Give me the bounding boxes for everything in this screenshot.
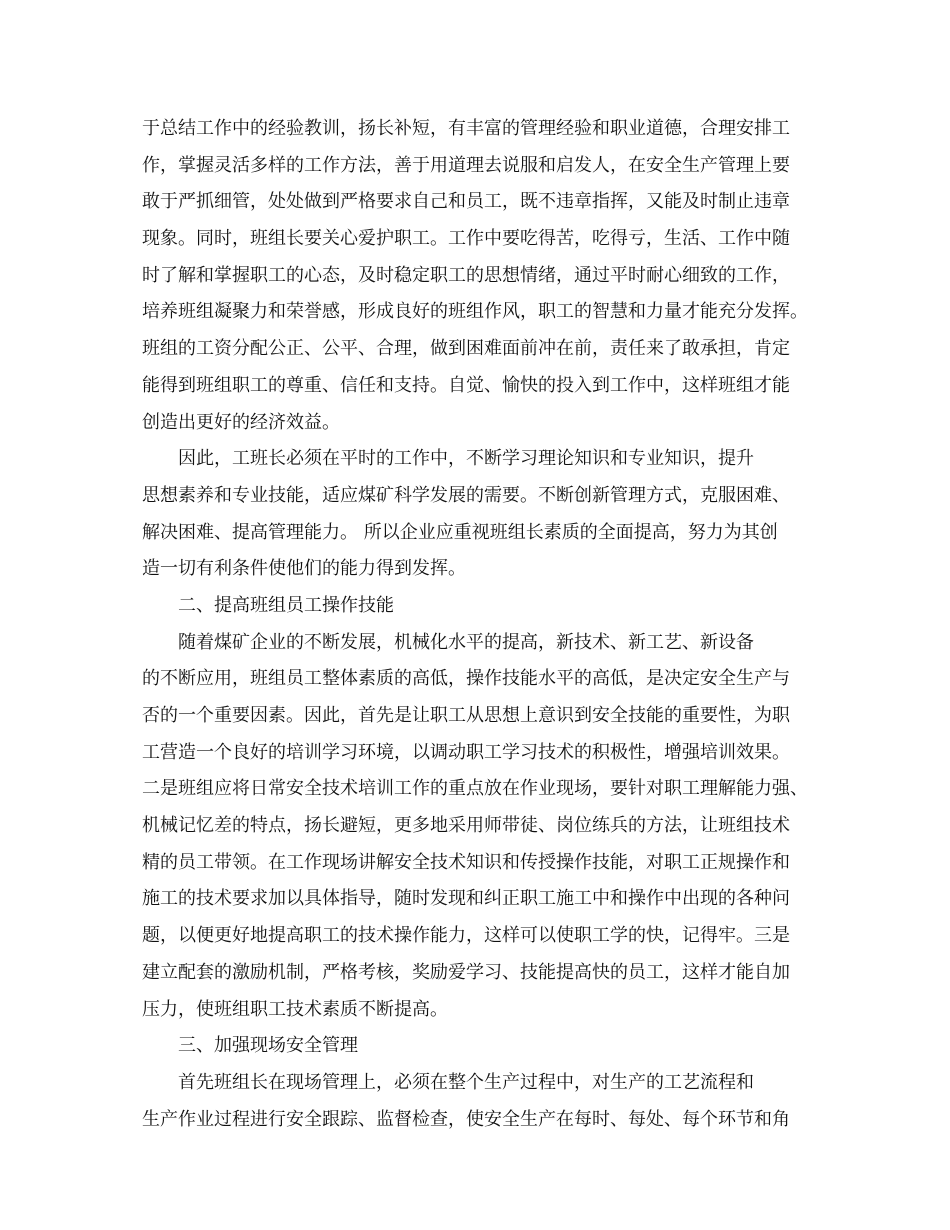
- text-line: 现象。同时，班组长要关心爱护职工。工作中要吃得苦，吃得亏，生活、工作中随: [142, 228, 790, 250]
- text-line: 造一切有利条件使他们的能力得到发挥。: [142, 558, 466, 580]
- text-line: 三、加强现场安全管理: [178, 1035, 358, 1057]
- text-line: 机械记忆差的特点，扬长避短，更多地采用师带徒、岗位练兵的方法，让班组技术: [142, 815, 790, 837]
- text-line: 作，掌握灵活多样的工作方法，善于用道理去说服和启发人，在安全生产管理上要: [142, 154, 790, 176]
- text-line: 工营造一个良好的培训学习环境，以调动职工学习技术的积极性，增强培训效果。: [142, 741, 790, 763]
- text-line: 的不断应用，班组员工整体素质的高低，操作技能水平的高低，是决定安全生产与: [142, 668, 790, 690]
- text-line: 能得到班组职工的尊重、信任和支持。自觉、愉快的投入到工作中，这样班组才能: [142, 374, 790, 396]
- text-line: 解决困难、提高管理能力。 所以企业应重视班组长素质的全面提高，努力为其创: [142, 521, 778, 543]
- text-line: 压力，使班组职工技术素质不断提高。: [142, 998, 448, 1020]
- text-line: 培养班组凝聚力和荣誉感，形成良好的班组作风，职工的智慧和力量才能充分发挥。: [142, 301, 808, 323]
- text-line: 时了解和掌握职工的心态，及时稳定职工的思想情绪，通过平时耐心细致的工作，: [142, 264, 790, 286]
- text-line: 施工的技术要求加以具体指导，随时发现和纠正职工施工中和操作中出现的各种问: [142, 888, 790, 910]
- text-line: 因此，工班长必须在平时的工作中，不断学习理论知识和专业知识，提升: [178, 448, 754, 470]
- text-line: 首先班组长在现场管理上，必须在整个生产过程中，对生产的工艺流程和: [178, 1071, 754, 1093]
- text-line: 创造出更好的经济效益。: [142, 411, 340, 433]
- text-line: 随着煤矿企业的不断发展，机械化水平的提高，新技术、新工艺、新设备: [178, 631, 754, 653]
- text-line: 题，以便更好地提高职工的技术操作能力，这样可以使职工学的快，记得牢。三是: [142, 925, 790, 947]
- text-line: 思想素养和专业技能，适应煤矿科学发展的需要。不断创新管理方式，克服困难、: [142, 484, 790, 506]
- text-line: 建立配套的激励机制，严格考核，奖励爱学习、技能提高快的员工，这样才能自加: [142, 961, 790, 983]
- text-line: 敢于严抓细管，处处做到严格要求自己和员工，既不违章指挥，又能及时制止违章: [142, 191, 790, 213]
- text-line: 二是班组应将日常安全技术培训工作的重点放在作业现场，要针对职工理解能力强、: [142, 778, 808, 800]
- document-body: [142, 111, 822, 1138]
- text-line: 精的员工带领。在工作现场讲解安全技术知识和传授操作技能，对职工正规操作和: [142, 851, 790, 873]
- text-line: 班组的工资分配公正、公平、合理，做到困难面前冲在前，责任来了敢承担，肯定: [142, 338, 790, 360]
- text-line: 否的一个重要因素。因此，首先是让职工从思想上意识到安全技能的重要性，为职: [142, 705, 790, 726]
- text-line: 二、提高班组员工操作技能: [178, 594, 394, 616]
- text-line: 生产作业过程进行安全跟踪、监督检查，使安全生产在每时、每处、每个环节和角: [142, 1108, 790, 1130]
- text-line: 于总结工作中的经验教训，扬长补短，有丰富的管理经验和职业道德，合理安排工: [142, 118, 790, 139]
